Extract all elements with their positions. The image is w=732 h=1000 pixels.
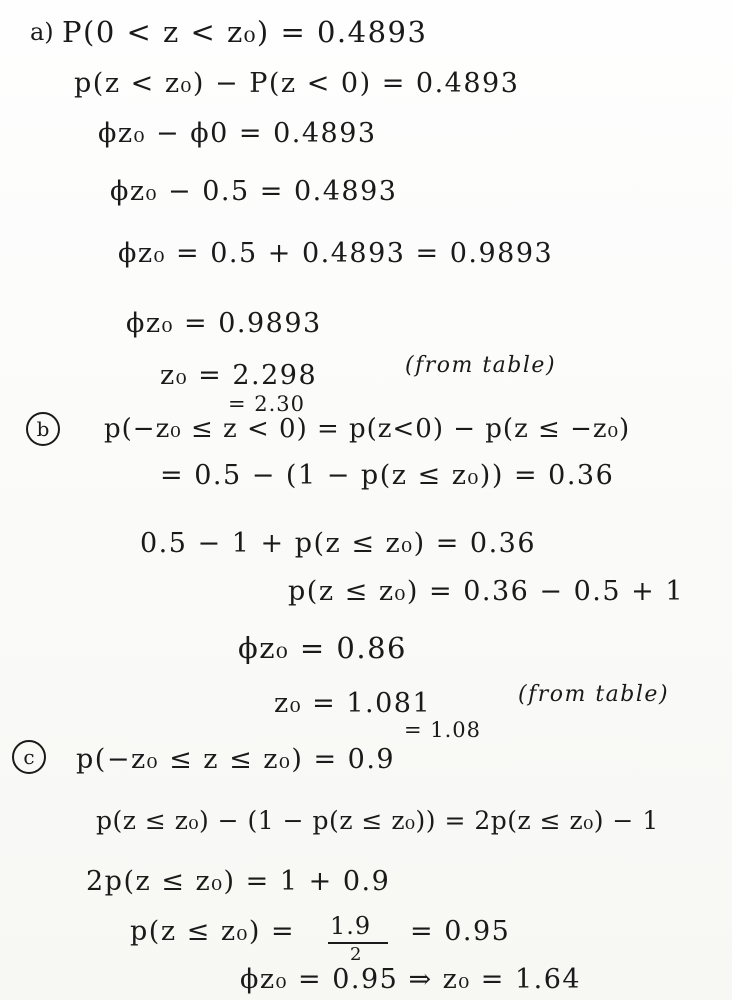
part-a-line-4: ϕz₀ − 0.5 = 0.4893 — [110, 176, 398, 207]
part-a-line-3: ϕz₀ − ϕ0 = 0.4893 — [98, 118, 377, 149]
part-a-line-6: ϕz₀ = 0.9893 — [126, 308, 322, 339]
part-b-line-1: p(−z₀ ≤ z < 0) = p(z<0) − p(z ≤ −z₀) — [104, 414, 631, 444]
part-c-line-4: p(z ≤ z₀) = — [130, 916, 296, 947]
part-a-line-1: P(0 < z < z₀) = 0.4893 — [62, 15, 428, 49]
part-c-final-line: ϕz₀ = 0.95 ⇒ z₀ = 1.64 — [240, 964, 582, 995]
part-c-fraction-denominator: 2 — [350, 944, 363, 965]
part-b-line-6: z₀ = 1.081 — [274, 688, 432, 719]
part-b-line-2: = 0.5 − (1 − p(z ≤ z₀)) = 0.36 — [160, 460, 615, 491]
part-a-line-7: z₀ = 2.298 — [160, 360, 318, 391]
part-a-rounded: = 2.30 — [228, 392, 306, 416]
part-c-line-3: 2p(z ≤ z₀) = 1 + 0.9 — [86, 866, 391, 897]
part-b-line-3: 0.5 − 1 + p(z ≤ z₀) = 0.36 — [140, 528, 537, 559]
part-b-line-5: ϕz₀ = 0.86 — [238, 631, 407, 665]
part-a-label: a) — [30, 18, 54, 46]
part-b-line-4: p(z ≤ z₀) = 0.36 − 0.5 + 1 — [288, 576, 685, 607]
part-a-line-2: p(z < z₀) − P(z < 0) = 0.4893 — [74, 68, 520, 99]
part-c-fraction-result: = 0.95 — [410, 916, 511, 947]
part-c-fraction-numerator: 1.9 — [330, 912, 372, 940]
part-b-label: b — [26, 412, 60, 446]
part-a-table-note: (from table) — [405, 353, 557, 378]
part-a-line-5: ϕz₀ = 0.5 + 0.4893 = 0.9893 — [118, 238, 554, 269]
part-c-line-2: p(z ≤ z₀) − (1 − p(z ≤ z₀)) = 2p(z ≤ z₀) − 1 — [96, 806, 659, 835]
part-c-line-1: p(−z₀ ≤ z ≤ z₀) = 0.9 — [76, 744, 396, 775]
part-c-label: c — [12, 740, 46, 774]
part-b-table-note: (from table) — [518, 682, 670, 707]
part-b-rounded: = 1.08 — [404, 718, 482, 742]
